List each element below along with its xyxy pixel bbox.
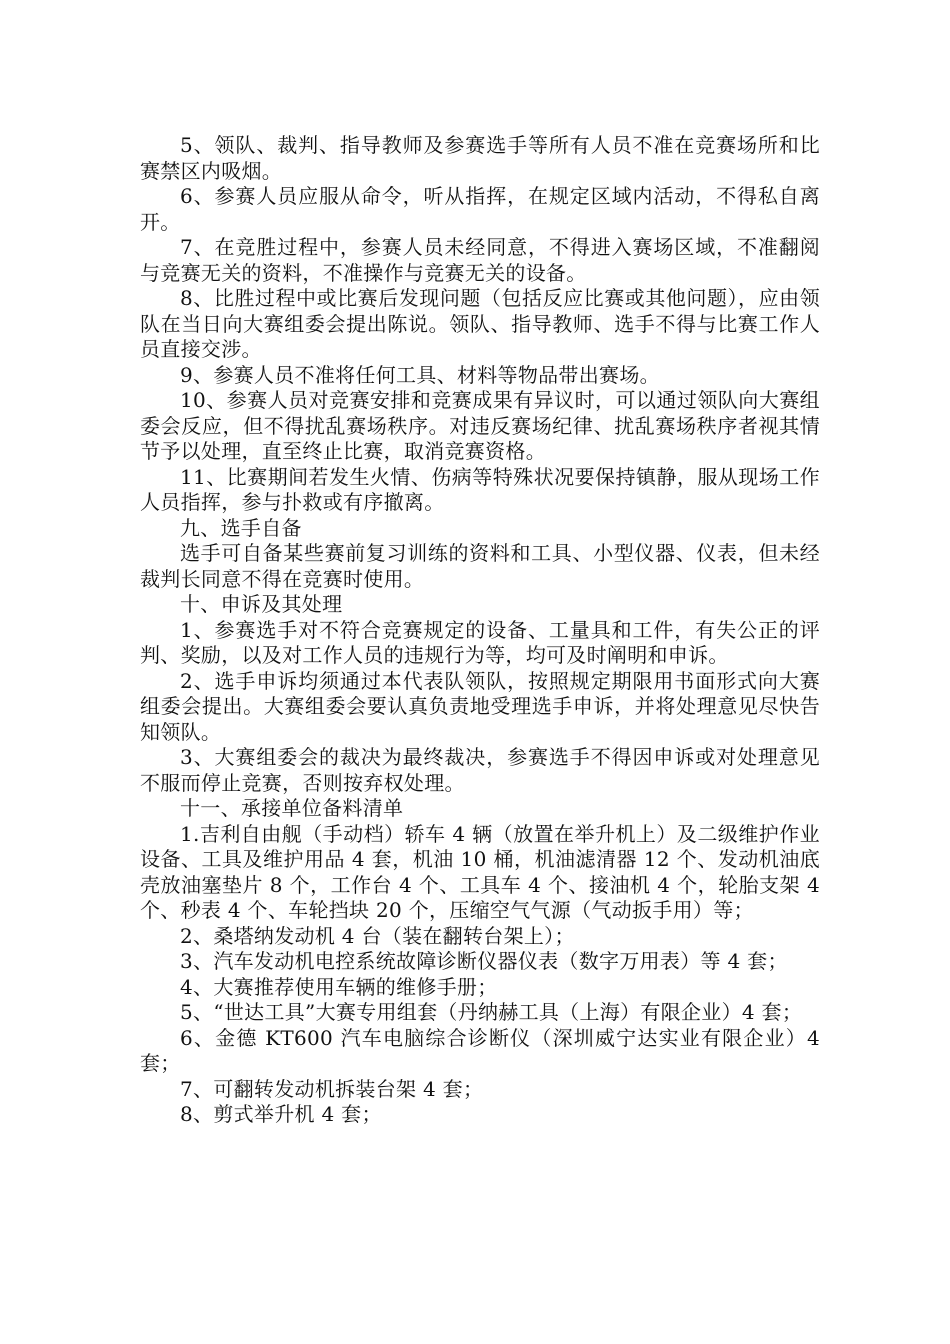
list-item-8: 8、剪式举升机 4 套；: [180, 1102, 382, 1126]
list-item-7: 7、可翻转发动机拆装台架 4 套；: [180, 1076, 484, 1101]
paragraph-self-prepared: 选手可自备某些赛前复习训练的资料和工具、小型仪器、仪表，但未经裁判长同意不得在竞赛时使用。: [140, 541, 820, 591]
document-body: [140, 133, 820, 1128]
paragraph-rule-11: 11、比赛期间若发生火情、伤病等特殊状况要保持镇静，服从现场工作人员指挥，参与扑救或有序撤离。: [140, 464, 820, 514]
section-heading-11: 十一、承接单位备料清单: [180, 796, 404, 820]
paragraph-rule-5: 5、领队、裁判、指导教师及参赛选手等所有人员不准在竞赛场所和比赛禁区内吸烟。: [140, 133, 820, 183]
paragraph-appeal-1: 1、参赛选手对不符合竞赛规定的设备、工量具和工件，有失公正的评判、奖励，以及对工作人员的违规行为等，均可及时阐明和申诉。: [140, 617, 820, 667]
section-heading-9: 九、选手自备: [180, 515, 302, 540]
list-item-1: 1.吉利自由舰（手动档）轿车 4 辆（放置在举升机上）及二级维护作业设备、工具及维护用品 4 套，机油 10 桶，机油滤清器 12 个、发动机油底壳放油塞垫片 8 个，工作台 4 个、工具车 4 个、接油机 4 个，轮胎支架 4 个、秒表 4 个、车轮挡块 20 个，压缩空气气源（气动扳手用）等；: [140, 821, 820, 922]
paragraph-rule-8: 8、比胜过程中或比赛后发现问题（包括反应比赛或其他问题），应由领队在当日向大赛组委会提出陈说。领队、指导教师、选手不得与比赛工作人员直接交涉。: [140, 286, 820, 361]
paragraph-appeal-2: 2、选手申诉均须通过本代表队领队，按照规定期限用书面形式向大赛组委会提出。大赛组委会要认真负责地受理选手申诉，并将处理意见尽快告知领队。: [140, 668, 820, 744]
list-item-3: 3、汽车发动机电控系统故障诊断仪器仪表（数字万用表）等 4 套；: [180, 949, 788, 973]
paragraph-rule-9: 9、参赛人员不准将任何工具、材料等物品带出赛场。: [180, 362, 660, 387]
paragraph-appeal-3: 3、大赛组委会的裁决为最终裁决，参赛选手不得因申诉或对处理意见不服而停止竞赛，否则按弃权处理。: [140, 745, 820, 795]
list-item-4: 4、大赛推荐使用车辆的维修手册；: [180, 974, 498, 999]
paragraph-rule-7: 7、在竞胜过程中，参赛人员未经同意，不得进入赛场区域，不准翻阅与竞赛无关的资料，不准操作与竞赛无关的设备。: [140, 235, 820, 285]
list-item-2: 2、桑塔纳发动机 4 台（装在翻转台架上）；: [180, 923, 575, 948]
section-heading-10: 十、申诉及其处理: [180, 592, 343, 616]
list-item-6: 6、金德 KT600 汽车电脑综合诊断仪（深圳威宁达实业有限企业）4 套；: [140, 1025, 820, 1075]
paragraph-rule-6: 6、参赛人员应服从命令，听从指挥，在规定区域内活动，不得私自离开。: [140, 184, 820, 234]
paragraph-rule-10: 10、参赛人员对竞赛安排和竞赛成果有异议时，可以通过领队向大赛组委会反应，但不得扰乱赛场秩序。对违反赛场纪律、扰乱赛场秩序者视其情节予以处理，直至终止比赛，取消竞赛资格。: [140, 388, 820, 463]
list-item-5: 5、“世达工具”大赛专用组套（丹纳赫工具（上海）有限企业）4 套；: [180, 1000, 803, 1024]
